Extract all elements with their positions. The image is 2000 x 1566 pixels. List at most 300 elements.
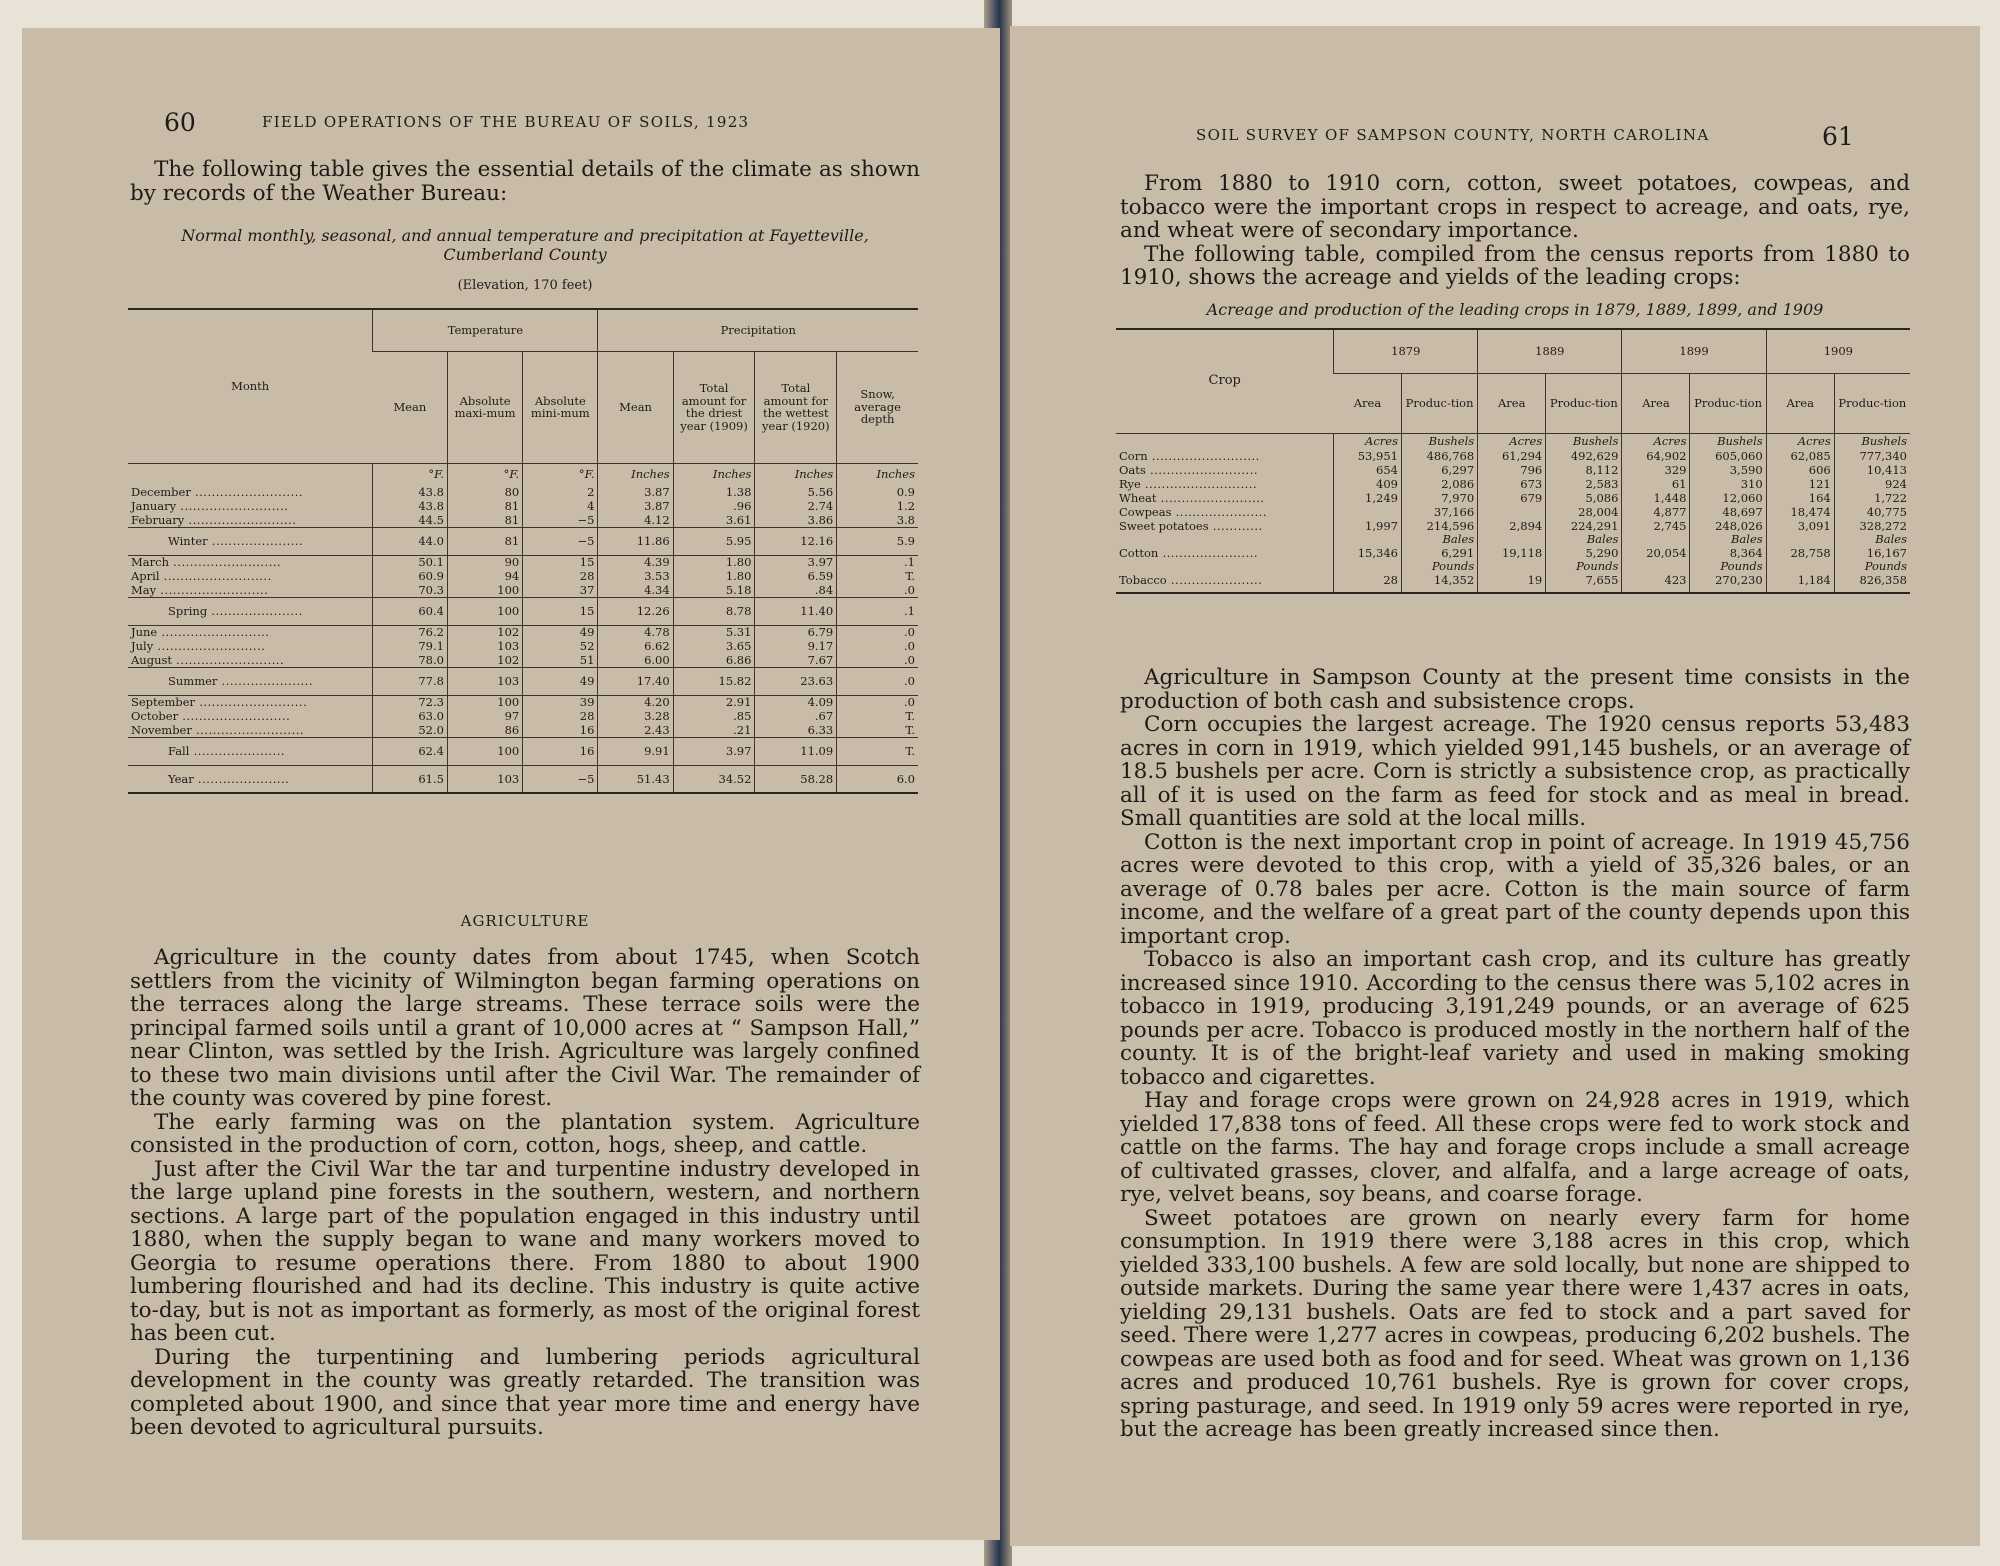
leader-dots: ...................... — [207, 603, 303, 618]
unit-cell: °F. — [373, 463, 448, 485]
data-cell: 7.67 — [755, 653, 837, 667]
row-label-text: August — [131, 652, 173, 667]
production-header: Produc-tion — [1546, 373, 1622, 433]
data-cell: 5,086 — [1546, 491, 1622, 505]
data-cell: −5 — [523, 513, 598, 527]
data-cell: T. — [837, 723, 918, 737]
unit-cell: Bales — [1834, 533, 1910, 546]
leader-dots: ...................... — [1171, 504, 1268, 519]
data-cell: 17.40 — [598, 667, 673, 695]
data-cell: 11.09 — [755, 737, 837, 765]
row-label-text: Year — [168, 771, 194, 786]
paragraph: Sweet potatoes are grown on nearly every farm for home consumption. In 1919 there were 3,188 acres in this crop, which yielded 333,100 bushels. A few are sold locally, but none are shipped to outside markets. During the same year there were 1,437 acres in oats, yielding 29,131 bushels. Oats are fed to stock and a part saved for seed. There were 1,277 acres in cowpeas, producing 6,202 bushels. The cowpeas are used both as food and for seed. Wheat was grown on 1,136 acres and produced 10,761 bushels. Rye is grown for cover crops, spring pasturage, and seed. In 1919 only 59 acres were reported in rye, but the acreage has been greatly increased since then. — [1120, 1205, 1910, 1442]
running-head: SOIL SURVEY OF SAMPSON COUNTY, NORTH CAROLINA — [1196, 126, 1710, 144]
data-cell: 97 — [447, 709, 522, 723]
data-cell: 6.86 — [673, 653, 755, 667]
data-cell: 63.0 — [373, 709, 448, 723]
data-cell: 4.39 — [598, 555, 673, 569]
data-cell: 1,997 — [1334, 519, 1402, 533]
data-cell: 4.78 — [598, 625, 673, 639]
right-page — [1010, 26, 1980, 1546]
data-cell — [1478, 505, 1546, 519]
unit-cell — [1622, 533, 1690, 546]
data-cell: 10,413 — [1834, 463, 1910, 477]
empty-cell — [1834, 587, 1910, 593]
unit-cell: Inches — [673, 463, 755, 485]
data-cell: .96 — [673, 499, 755, 513]
unit-cell: Acres — [1766, 433, 1834, 449]
data-cell: 679 — [1478, 491, 1546, 505]
empty-cell — [1478, 587, 1546, 593]
data-cell: 5.31 — [673, 625, 755, 639]
data-cell: 4.09 — [755, 695, 837, 709]
month-row — [128, 555, 918, 569]
data-cell: 15,346 — [1334, 546, 1402, 560]
data-cell: 16,167 — [1834, 546, 1910, 560]
row-label-text: January — [131, 498, 177, 513]
leader-dots: ...................... — [217, 673, 313, 688]
empty-cell — [1690, 587, 1766, 593]
data-cell: 12,060 — [1690, 491, 1766, 505]
data-cell: 1.80 — [673, 555, 755, 569]
crop-label — [1116, 449, 1334, 463]
data-cell: 49 — [523, 625, 598, 639]
row-label — [128, 639, 373, 653]
leader-dots: .......................... — [191, 722, 305, 737]
unit-cell: Acres — [1334, 433, 1402, 449]
data-cell: 61 — [1622, 477, 1690, 491]
data-cell: 1,448 — [1622, 491, 1690, 505]
data-cell: 2,745 — [1622, 519, 1690, 533]
row-label-text: Summer — [168, 673, 218, 688]
production-header: Produc-tion — [1834, 373, 1910, 433]
leader-dots: ...................... — [207, 533, 304, 548]
units-row — [1116, 433, 1910, 449]
data-cell: 7,970 — [1401, 491, 1477, 505]
month-header: Month — [128, 309, 373, 463]
climate-intro: The following table gives the essential details of the climate as shown by records of the Weather Bureau: — [130, 157, 920, 206]
precip-mean-header: Mean — [598, 351, 673, 463]
data-cell: 80 — [447, 485, 522, 499]
data-cell: 20,054 — [1622, 546, 1690, 560]
temp-mean-header: Mean — [373, 351, 448, 463]
data-cell: 3,590 — [1690, 463, 1766, 477]
data-cell: .0 — [837, 667, 918, 695]
unit-cell: Pounds — [1546, 560, 1622, 573]
data-cell: 673 — [1478, 477, 1546, 491]
crop-label-text: Rye — [1119, 476, 1141, 491]
data-cell: 43.8 — [373, 485, 448, 499]
climate-table-caption: Normal monthly, seasonal, and annual temperature and precipitation at Fayetteville, Cumberland County — [181, 226, 869, 264]
crop-label-text: Corn — [1119, 448, 1148, 463]
data-cell: 270,230 — [1690, 573, 1766, 587]
data-cell: 1,184 — [1766, 573, 1834, 587]
data-cell: 14,352 — [1401, 573, 1477, 587]
row-label — [128, 695, 373, 709]
data-cell: 61,294 — [1478, 449, 1546, 463]
data-cell: 100 — [447, 737, 522, 765]
month-row — [128, 499, 918, 513]
data-cell: .1 — [837, 597, 918, 625]
data-cell: 28 — [523, 709, 598, 723]
spacer-row — [1116, 587, 1910, 593]
crop-label-text: Cotton — [1119, 545, 1159, 560]
data-cell: 248,026 — [1690, 519, 1766, 533]
month-row — [128, 625, 918, 639]
empty-cell — [1622, 587, 1690, 593]
data-cell: 103 — [447, 765, 522, 793]
crop-row — [1116, 505, 1910, 519]
unit-cell — [1622, 560, 1690, 573]
data-cell: 6.59 — [755, 569, 837, 583]
data-cell: 2 — [523, 485, 598, 499]
data-cell: 4.20 — [598, 695, 673, 709]
crop-row — [1116, 449, 1910, 463]
month-row — [128, 639, 918, 653]
month-row — [128, 695, 918, 709]
empty-cell — [128, 463, 373, 485]
data-cell: 60.4 — [373, 597, 448, 625]
elevation-note: (Elevation, 170 feet) — [457, 278, 593, 293]
running-head: FIELD OPERATIONS OF THE BUREAU OF SOILS, 1923 — [262, 113, 750, 131]
data-cell: .85 — [673, 709, 755, 723]
unit-cell: Inches — [755, 463, 837, 485]
empty-cell — [1116, 560, 1334, 573]
data-cell: 12.16 — [755, 527, 837, 555]
paragraph: The early farming was on the plantation system. Agriculture consisted in the production of corn, cotton, hogs, sheep, and cattle. — [130, 1109, 920, 1158]
row-label-text: May — [131, 582, 157, 597]
row-label — [128, 667, 373, 695]
data-cell: 12.26 — [598, 597, 673, 625]
data-cell: 3.86 — [755, 513, 837, 527]
data-cell: 796 — [1478, 463, 1546, 477]
data-cell: 18,474 — [1766, 505, 1834, 519]
unit-cell — [1766, 533, 1834, 546]
leader-dots: .......................... — [1145, 462, 1259, 477]
unit-cell: Bushels — [1401, 433, 1477, 449]
data-cell: 6.00 — [598, 653, 673, 667]
data-cell: 3.28 — [598, 709, 673, 723]
data-cell: 19 — [1478, 573, 1546, 587]
data-cell: 6,291 — [1401, 546, 1477, 560]
crop-row — [1116, 573, 1910, 587]
unit-cell — [1334, 560, 1402, 573]
leader-dots: ........................... — [1140, 476, 1258, 491]
production-header: Produc-tion — [1401, 373, 1477, 433]
temp-max-header: Absolute maxi-mum — [447, 351, 522, 463]
data-cell: 6.62 — [598, 639, 673, 653]
leader-dots: .......................... — [159, 568, 272, 583]
row-label — [128, 723, 373, 737]
data-cell: 58.28 — [755, 765, 837, 793]
paragraph: During the turpentining and lumbering periods agricultural development in the county was greatly retarded. The transition was completed about 1900, and since that year more time and energy have been devoted to agricultural pursuits. — [130, 1344, 920, 1440]
data-cell: 78.0 — [373, 653, 448, 667]
data-cell: .21 — [673, 723, 755, 737]
leader-dots: ....................... — [1158, 545, 1259, 560]
row-label-text: Spring — [168, 603, 208, 618]
row-label-text: November — [131, 722, 192, 737]
data-cell: 310 — [1690, 477, 1766, 491]
crop-label — [1116, 463, 1334, 477]
data-cell: 3.53 — [598, 569, 673, 583]
month-row — [128, 653, 918, 667]
season-row — [128, 737, 918, 765]
data-cell: 492,629 — [1546, 449, 1622, 463]
data-cell: 1.38 — [673, 485, 755, 499]
data-cell: 15 — [523, 555, 598, 569]
data-cell: .0 — [837, 639, 918, 653]
data-cell: 409 — [1334, 477, 1402, 491]
data-cell: 102 — [447, 625, 522, 639]
data-cell: 9.91 — [598, 737, 673, 765]
leader-dots: .......................... — [153, 638, 266, 653]
row-label-text: June — [131, 625, 158, 639]
paragraph: Corn occupies the largest acreage. The 1920 census reports 53,483 acres in corn in 1919, which yielded 991,145 bushels, or an average of 18.5 bushels per acre. Corn is strictly a subsistence crop, as practically all of it is used on the farm as feed for stock and as meal in bread. Small quantities are sold at the local mills. — [1120, 712, 1910, 831]
left-page — [22, 28, 1000, 1540]
crop-label — [1116, 505, 1334, 519]
row-label — [128, 583, 373, 597]
unit-row — [1116, 533, 1910, 546]
data-cell: .84 — [755, 583, 837, 597]
row-label-text: October — [131, 708, 179, 723]
data-cell: T. — [837, 569, 918, 583]
data-cell: 76.2 — [373, 625, 448, 639]
unit-cell: Bushels — [1834, 433, 1910, 449]
data-cell: 214,596 — [1401, 519, 1477, 533]
temperature-header: Temperature — [373, 309, 598, 351]
data-cell: 2,894 — [1478, 519, 1546, 533]
leader-dots: .......................... — [168, 555, 282, 569]
unit-cell — [1766, 560, 1834, 573]
data-cell: 64,902 — [1622, 449, 1690, 463]
month-row — [128, 709, 918, 723]
data-cell: .0 — [837, 653, 918, 667]
data-cell: 777,340 — [1834, 449, 1910, 463]
data-cell: 81 — [447, 499, 522, 513]
data-cell: 19,118 — [1478, 546, 1546, 560]
data-cell: 3.61 — [673, 513, 755, 527]
data-cell: 3.65 — [673, 639, 755, 653]
data-cell: 70.3 — [373, 583, 448, 597]
data-cell: 28 — [1334, 573, 1402, 587]
data-cell: 2.91 — [673, 695, 755, 709]
data-cell: 61.5 — [373, 765, 448, 793]
row-label — [128, 653, 373, 667]
data-cell: T. — [837, 737, 918, 765]
precip-wettest-header: Total amount for the wettest year (1920) — [755, 351, 837, 463]
precipitation-header: Precipitation — [598, 309, 918, 351]
crops-table-caption: Acreage and production of the leading crops in 1879, 1889, 1899, and 1909 — [1206, 300, 1824, 319]
snow-header: Snow, average depth — [837, 351, 918, 463]
data-cell: 605,060 — [1690, 449, 1766, 463]
data-cell: 16 — [523, 723, 598, 737]
data-cell: 50.1 — [373, 555, 448, 569]
data-cell: 2.43 — [598, 723, 673, 737]
row-label-text: February — [131, 512, 185, 527]
data-cell: .0 — [837, 583, 918, 597]
data-cell: .1 — [837, 555, 918, 569]
agriculture-text — [130, 946, 920, 1440]
unit-cell — [1334, 533, 1402, 546]
data-cell: 3,091 — [1766, 519, 1834, 533]
data-cell: .0 — [837, 695, 918, 709]
data-cell: .0 — [837, 625, 918, 639]
empty-cell — [1546, 587, 1622, 593]
data-cell: 8.78 — [673, 597, 755, 625]
leader-dots: ......................... — [1156, 490, 1265, 505]
area-header: Area — [1334, 373, 1402, 433]
row-label — [128, 527, 373, 555]
row-label — [128, 597, 373, 625]
data-cell: 3.97 — [755, 555, 837, 569]
data-cell: 62,085 — [1766, 449, 1834, 463]
data-cell: −5 — [523, 765, 598, 793]
data-cell: 39 — [523, 695, 598, 709]
temp-min-header: Absolute mini-mum — [523, 351, 598, 463]
row-label-text: July — [131, 638, 154, 653]
row-label-text: Fall — [168, 743, 190, 758]
crop-label-text: Oats — [1119, 462, 1146, 477]
data-cell: 486,768 — [1401, 449, 1477, 463]
crop-label-text: Wheat — [1119, 490, 1157, 505]
data-cell: 51.43 — [598, 765, 673, 793]
row-label — [128, 485, 373, 499]
data-cell: 3.97 — [673, 737, 755, 765]
data-cell: 2.74 — [755, 499, 837, 513]
data-cell: 43.8 — [373, 499, 448, 513]
data-cell: 62.4 — [373, 737, 448, 765]
leader-dots: .......................... — [178, 708, 291, 723]
data-cell: −5 — [523, 527, 598, 555]
crop-label — [1116, 491, 1334, 505]
data-cell: 4 — [523, 499, 598, 513]
data-cell: 1.2 — [837, 499, 918, 513]
data-cell: 44.0 — [373, 527, 448, 555]
climate-table — [128, 308, 918, 794]
data-cell: 654 — [1334, 463, 1402, 477]
empty-cell — [1766, 587, 1834, 593]
data-cell: 4,877 — [1622, 505, 1690, 519]
data-cell: 102 — [447, 653, 522, 667]
data-cell: 2,583 — [1546, 477, 1622, 491]
page-number: 60 — [164, 108, 196, 137]
paragraph: Agriculture in the county dates from about 1745, when Scotch settlers from the vicinity of Wilmington began farming operations on the terraces along the large streams. These terrace soils were the principal farmed soils until a grant of 10,000 acres at “ Sampson Hall,” near Clinton, was settled by the Irish. Agriculture was largely confined to these two main divisions until after the Civil War. The remainder of the county was covered by pine forest. — [130, 945, 920, 1111]
data-cell: 6.79 — [755, 625, 837, 639]
data-cell: 1.80 — [673, 569, 755, 583]
data-cell: T. — [837, 709, 918, 723]
data-cell: 37,166 — [1401, 505, 1477, 519]
area-header: Area — [1622, 373, 1690, 433]
unit-cell — [1478, 533, 1546, 546]
data-cell: 72.3 — [373, 695, 448, 709]
data-cell: 103 — [447, 667, 522, 695]
area-header: Area — [1766, 373, 1834, 433]
season-row — [128, 765, 918, 793]
data-cell: 606 — [1766, 463, 1834, 477]
leader-dots: ...................... — [193, 771, 290, 786]
data-cell: 6.0 — [837, 765, 918, 793]
unit-cell: Acres — [1478, 433, 1546, 449]
paragraph: Hay and forage crops were grown on 24,928 acres in 1919, which yielded 17,838 tons of feed. All these crops were fed to work stock and cattle on the farms. The hay and forage crops include a small acreage of cultivated grasses, clover, and alfalfa, and a large acreage of oats, rye, velvet beans, soy beans, and coarse forage. — [1120, 1088, 1910, 1207]
data-cell: 0.9 — [837, 485, 918, 499]
data-cell: 5.56 — [755, 485, 837, 499]
leader-dots: ...................... — [1166, 572, 1263, 587]
data-cell — [1334, 505, 1402, 519]
crop-header: Crop — [1116, 329, 1334, 433]
data-cell: 164 — [1766, 491, 1834, 505]
crop-label-text: Sweet potatoes — [1119, 518, 1209, 533]
data-cell: 2,086 — [1401, 477, 1477, 491]
data-cell: 77.8 — [373, 667, 448, 695]
data-cell: 15.82 — [673, 667, 755, 695]
year-header: 1909 — [1766, 329, 1910, 373]
leader-dots: .......................... — [176, 498, 289, 513]
crop-row — [1116, 546, 1910, 560]
row-label-text: Winter — [168, 533, 208, 548]
data-cell: 49 — [523, 667, 598, 695]
data-cell: 3.87 — [598, 485, 673, 499]
data-cell: 6.33 — [755, 723, 837, 737]
data-cell: 6,297 — [1401, 463, 1477, 477]
data-cell: 28,004 — [1546, 505, 1622, 519]
data-cell: 5.95 — [673, 527, 755, 555]
unit-cell: Bales — [1546, 533, 1622, 546]
data-cell: 52.0 — [373, 723, 448, 737]
unit-cell: Bushels — [1690, 433, 1766, 449]
month-row — [128, 723, 918, 737]
season-row — [128, 667, 918, 695]
unit-cell: Bushels — [1546, 433, 1622, 449]
empty-cell — [1401, 587, 1477, 593]
unit-cell: °F. — [523, 463, 598, 485]
leader-dots: ............ — [1208, 518, 1263, 533]
row-label — [128, 765, 373, 793]
data-cell: 94 — [447, 569, 522, 583]
crop-row — [1116, 491, 1910, 505]
crop-label — [1116, 546, 1334, 560]
data-cell: 51 — [523, 653, 598, 667]
data-cell: 9.17 — [755, 639, 837, 653]
data-cell: 826,358 — [1834, 573, 1910, 587]
data-cell: 121 — [1766, 477, 1834, 491]
production-header: Produc-tion — [1690, 373, 1766, 433]
data-cell: 40,775 — [1834, 505, 1910, 519]
data-cell: 86 — [447, 723, 522, 737]
row-label — [128, 513, 373, 527]
leader-dots: .......................... — [157, 625, 270, 639]
data-cell: 81 — [447, 527, 522, 555]
data-cell: 16 — [523, 737, 598, 765]
data-cell: 90 — [447, 555, 522, 569]
data-cell: 1,249 — [1334, 491, 1402, 505]
paragraph: Cotton is the next important crop in point of acreage. In 1919 45,756 acres were devoted to this crop, with a yield of 35,326 bales, or an average of 0.78 bales per acre. Cotton is the main source of farm income, and the welfare of a great part of the county depends upon this important crop. — [1120, 829, 1910, 949]
data-cell: 11.86 — [598, 527, 673, 555]
agriculture-text — [1120, 666, 1910, 1442]
data-cell: 53,951 — [1334, 449, 1402, 463]
page-number: 61 — [1822, 122, 1854, 151]
month-row — [128, 569, 918, 583]
empty-cell — [1116, 587, 1334, 593]
units-row — [128, 463, 918, 485]
data-cell: 224,291 — [1546, 519, 1622, 533]
row-label-text: September — [131, 695, 196, 709]
season-row — [128, 597, 918, 625]
agriculture-heading: AGRICULTURE — [460, 912, 590, 930]
year-header: 1879 — [1334, 329, 1478, 373]
data-cell: 4.34 — [598, 583, 673, 597]
data-cell: 81 — [447, 513, 522, 527]
crop-label — [1116, 477, 1334, 491]
